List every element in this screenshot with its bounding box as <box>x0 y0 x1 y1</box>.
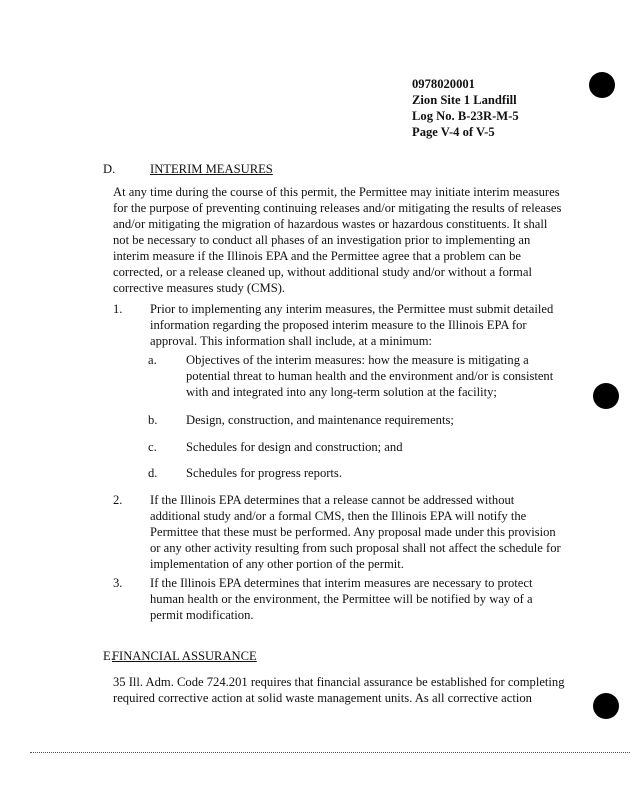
list-item <box>150 492 561 572</box>
text-line: and/or mitigating the migration of hazardous wastes or hazardous constituents. It shall <box>113 217 548 231</box>
subitem-letter: a. <box>148 353 157 367</box>
text-line: interim measure if the Illinois EPA and the Permittee agree that a problem can be <box>113 249 522 263</box>
sub-list-item: Schedules for progress reports. <box>186 466 342 480</box>
text-line: Permittee that these must be performed. Any proposal made under this provision <box>150 525 556 539</box>
subitem-letter: b. <box>148 413 158 427</box>
punch-hole <box>593 383 619 409</box>
sub-list-item: Schedules for design and construction; and <box>186 440 403 454</box>
text-line: with and integrated into any long-term solution at the facility; <box>186 385 497 399</box>
header-line: Zion Site 1 Landfill <box>412 93 517 107</box>
section-letter: E. <box>103 649 114 663</box>
text-line: approval. This information shall include, at a minimum: <box>150 334 433 348</box>
section-letter: D. <box>103 162 116 176</box>
item-number: 1. <box>113 302 123 316</box>
text-line: Prior to implementing any interim measures, the Permittee must submit detailed <box>150 302 554 316</box>
text-line: or any other activity resulting from such proposal shall not affect the schedule for <box>150 541 561 555</box>
item-number: 2. <box>113 493 123 507</box>
section-title: INTERIM MEASURES <box>150 162 273 176</box>
text-line: for the purpose of preventing continuing releases and/or mitigating the results of releases <box>113 201 562 215</box>
text-line: At any time during the course of this permit, the Permittee may initiate interim measures <box>113 185 560 199</box>
punch-hole <box>589 72 615 98</box>
text-line: 35 Ill. Adm. Code 724.201 requires that financial assurance be established for completing <box>113 675 565 689</box>
list-item <box>150 575 533 623</box>
sub-list-item: Design, construction, and maintenance requirements; <box>186 413 454 427</box>
text-line: not be necessary to conduct all phases of an investigation prior to implementing an <box>113 233 531 247</box>
text-line: Objectives of the interim measures: how the measure is mitigating a <box>186 353 529 367</box>
text-line: corrected, or a release cleaned up, without additional study and/or without a formal <box>113 265 532 279</box>
text-line: permit modification. <box>150 608 254 622</box>
header-line: 0978020001 <box>412 77 475 91</box>
text-line: human health or the environment, the Permittee will be notified by way of a <box>150 592 533 606</box>
section-paragraph <box>113 184 561 296</box>
header-line: Page V-4 of V-5 <box>412 125 495 139</box>
section-title: FINANCIAL ASSURANCE <box>112 649 257 663</box>
subitem-letter: d. <box>148 466 158 480</box>
text-line: additional study and/or a formal CMS, then the Illinois EPA will notify the <box>150 509 527 523</box>
text-line: If the Illinois EPA determines that a release cannot be addressed without <box>150 493 515 507</box>
item-number: 3. <box>113 576 123 590</box>
list-item <box>150 301 553 349</box>
scan-artifact-line <box>30 752 630 756</box>
sub-list-item <box>186 352 553 400</box>
text-line: corrective measures study (CMS). <box>113 281 286 295</box>
header-line: Log No. B-23R-M-5 <box>412 109 519 123</box>
text-line: If the Illinois EPA determines that interim measures are necessary to protect <box>150 576 533 590</box>
text-line: information regarding the proposed interim measure to the Illinois EPA for <box>150 318 527 332</box>
subitem-letter: c. <box>148 440 157 454</box>
text-line: required corrective action at solid waste management units. As all corrective action <box>113 691 532 705</box>
document-header <box>412 76 519 140</box>
text-line: implementation of any other portion of the permit. <box>150 557 404 571</box>
section-paragraph <box>113 674 565 706</box>
punch-hole <box>593 693 619 719</box>
text-line: potential threat to human health and the environment and/or is consistent <box>186 369 554 383</box>
